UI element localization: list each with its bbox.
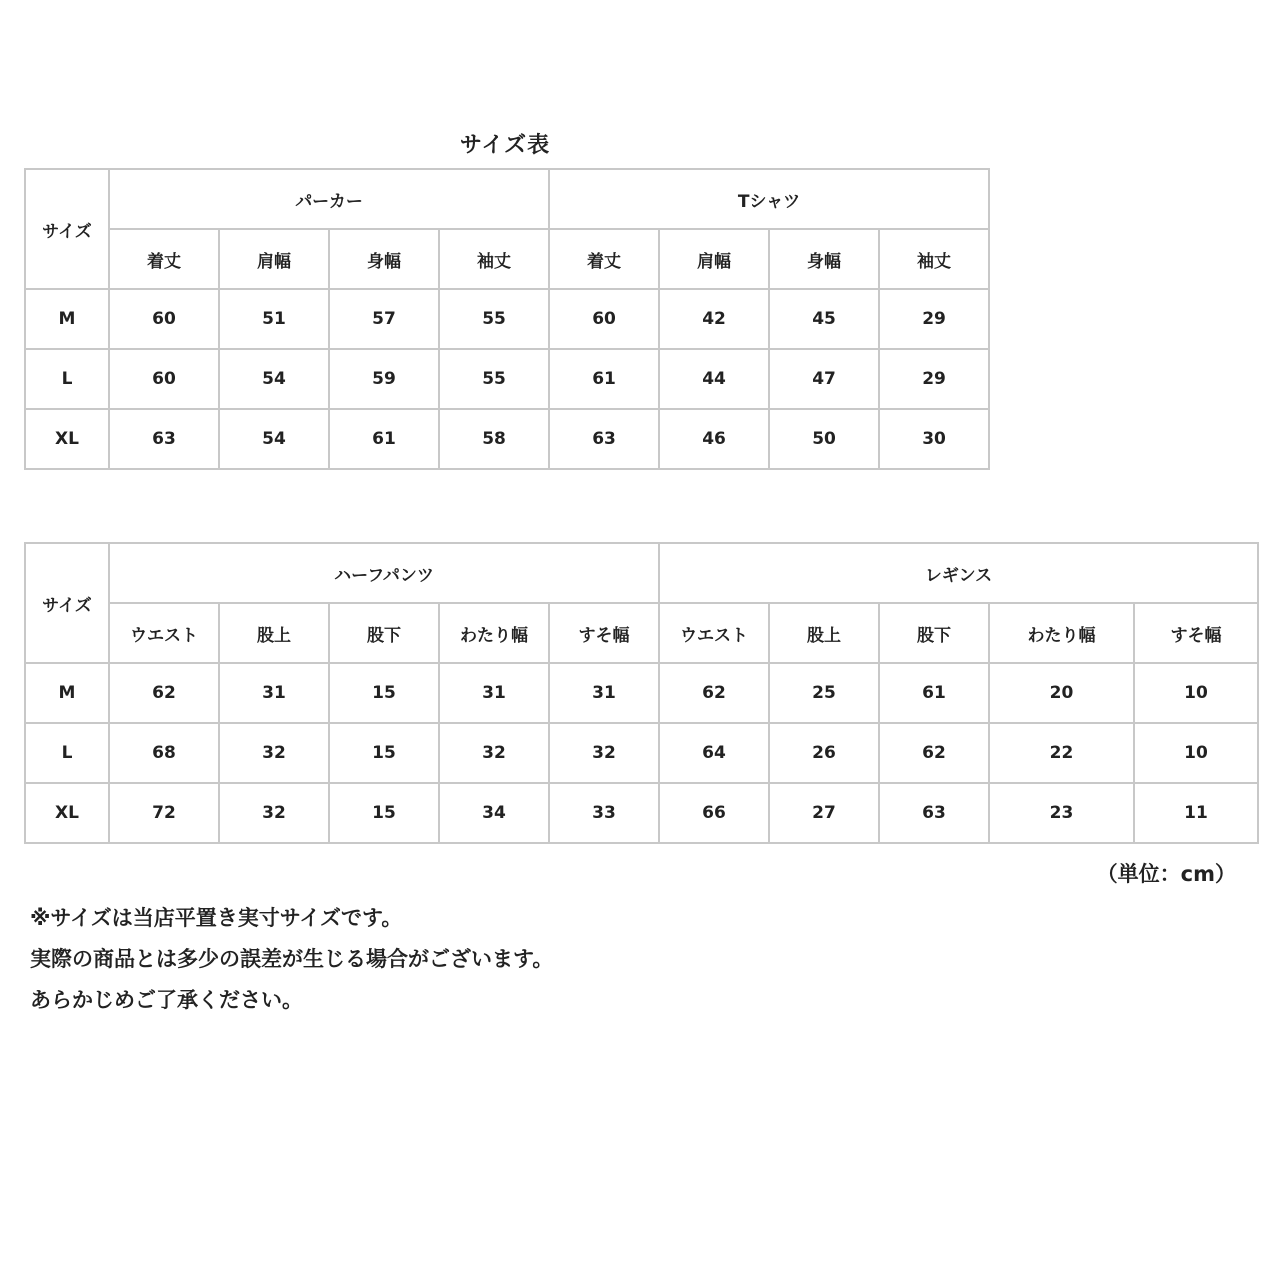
table-cell: 60 — [109, 349, 219, 409]
table-cell: 10 — [1134, 663, 1258, 723]
table-cell: 32 — [219, 723, 329, 783]
table-row — [25, 783, 1258, 843]
table-cell: 68 — [109, 723, 219, 783]
table-cell: 23 — [989, 783, 1134, 843]
table-cell: 61 — [879, 663, 989, 723]
unit-note: （単位：cm） — [1096, 862, 1236, 886]
table-cell: 72 — [109, 783, 219, 843]
table-row — [25, 663, 1258, 723]
row-size-label: L — [25, 349, 109, 409]
table-cell: 44 — [659, 349, 769, 409]
note-line: あらかじめご了承ください。 — [30, 988, 303, 1012]
column-header: 着丈 — [549, 229, 659, 289]
table-cell: 30 — [879, 409, 989, 469]
table-cell: 60 — [109, 289, 219, 349]
table-cell: 46 — [659, 409, 769, 469]
table-cell: 15 — [329, 783, 439, 843]
table-cell: 57 — [329, 289, 439, 349]
table-row — [25, 349, 989, 409]
table-cell: 31 — [549, 663, 659, 723]
column-header: 肩幅 — [659, 229, 769, 289]
table-cell: 32 — [549, 723, 659, 783]
column-header: すそ幅 — [1134, 603, 1258, 663]
column-header: ウエスト — [659, 603, 769, 663]
table-cell: 32 — [439, 723, 549, 783]
row-size-label: M — [25, 663, 109, 723]
table-cell: 42 — [659, 289, 769, 349]
column-header: 股下 — [329, 603, 439, 663]
group-header-tshirt: Tシャツ — [549, 169, 989, 229]
column-header: わたり幅 — [439, 603, 549, 663]
notes-block — [30, 898, 553, 1021]
column-header: 袖丈 — [439, 229, 549, 289]
table-cell: 61 — [329, 409, 439, 469]
column-header: 身幅 — [329, 229, 439, 289]
table-cell: 63 — [879, 783, 989, 843]
column-header: 袖丈 — [879, 229, 989, 289]
table-cell: 54 — [219, 409, 329, 469]
table-row — [25, 723, 1258, 783]
column-header: 肩幅 — [219, 229, 329, 289]
table-cell: 61 — [549, 349, 659, 409]
column-header: 身幅 — [769, 229, 879, 289]
table-cell: 31 — [439, 663, 549, 723]
group-header-half-pants: ハーフパンツ — [109, 543, 659, 603]
page-title: サイズ表 — [459, 133, 551, 158]
table-cell: 27 — [769, 783, 879, 843]
table-cell: 11 — [1134, 783, 1258, 843]
table-cell: 45 — [769, 289, 879, 349]
group-header-hoodie: パーカー — [109, 169, 549, 229]
table-cell: 15 — [329, 723, 439, 783]
column-header: 股上 — [769, 603, 879, 663]
row-size-label: XL — [25, 783, 109, 843]
table-cell: 63 — [549, 409, 659, 469]
column-header: 股上 — [219, 603, 329, 663]
table-cell: 50 — [769, 409, 879, 469]
table-cell: 20 — [989, 663, 1134, 723]
column-header: すそ幅 — [549, 603, 659, 663]
table-cell: 31 — [219, 663, 329, 723]
table-cell: 66 — [659, 783, 769, 843]
table-cell: 15 — [329, 663, 439, 723]
table-cell: 55 — [439, 349, 549, 409]
table-cell: 62 — [109, 663, 219, 723]
table-cell: 51 — [219, 289, 329, 349]
column-header: ウエスト — [109, 603, 219, 663]
table-cell: 10 — [1134, 723, 1258, 783]
table-cell: 55 — [439, 289, 549, 349]
size-table-bottoms — [24, 542, 1259, 844]
table-cell: 29 — [879, 289, 989, 349]
size-table-tops — [24, 168, 990, 470]
row-size-label: L — [25, 723, 109, 783]
group-header-leggings: レギンス — [659, 543, 1258, 603]
table-cell: 62 — [879, 723, 989, 783]
table-cell: 34 — [439, 783, 549, 843]
size-header: サイズ — [25, 543, 109, 663]
column-header: 着丈 — [109, 229, 219, 289]
table-cell: 26 — [769, 723, 879, 783]
table-cell: 22 — [989, 723, 1134, 783]
table-cell: 60 — [549, 289, 659, 349]
table-row — [25, 289, 989, 349]
table-cell: 58 — [439, 409, 549, 469]
table-cell: 62 — [659, 663, 769, 723]
table-cell: 29 — [879, 349, 989, 409]
table-cell: 32 — [219, 783, 329, 843]
table-cell: 63 — [109, 409, 219, 469]
table-cell: 25 — [769, 663, 879, 723]
table-cell: 54 — [219, 349, 329, 409]
row-size-label: XL — [25, 409, 109, 469]
row-size-label: M — [25, 289, 109, 349]
note-line: ※サイズは当店平置き実寸サイズです。 — [30, 906, 403, 930]
column-header: 股下 — [879, 603, 989, 663]
table-cell: 59 — [329, 349, 439, 409]
table-cell: 33 — [549, 783, 659, 843]
table-cell: 47 — [769, 349, 879, 409]
table-row — [25, 409, 989, 469]
note-line: 実際の商品とは多少の誤差が生じる場合がございます。 — [30, 947, 554, 971]
column-header: わたり幅 — [989, 603, 1134, 663]
table-cell: 64 — [659, 723, 769, 783]
size-header: サイズ — [25, 169, 109, 289]
